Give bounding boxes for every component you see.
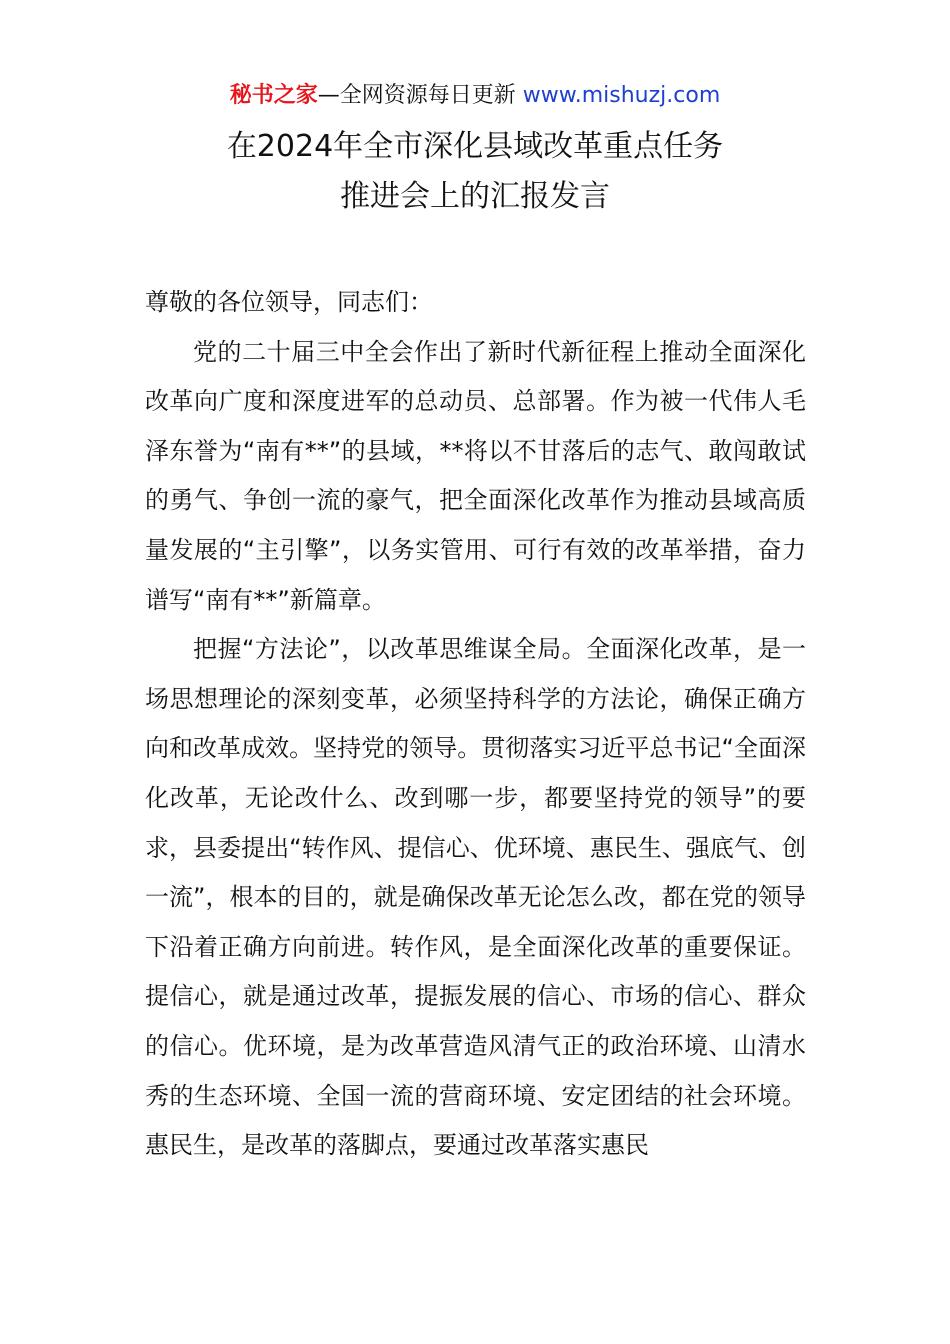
body-paragraph-2: 把握“方法论”，以改革思维谋全局。全面深化改革，是一场思想理论的深刻变革，必须坚持科学的方法论，确保正确方向和改革成效。坚持党的领导。贯彻落实习近平总书记“全面深化改革，无论改什么、改到哪一步，都要坚持党的领导”的要求，县委提出“转作风、提信心、优环境、惠民生、强底气、创一流”，根本的目的，就是确保改革无论怎么改，都在党的领导下沿着正确方向前进。转作风，是全面深化改革的重要保证。提信心，就是通过改革，提振发展的信心、市场的信心、群众的信心。优环境，是为改革营造风清气正的政治环境、山清水秀的生态环境、全国一流的营商环境、安定团结的社会环境。惠民生，是改革的落脚点，要通过改革落实惠民 xyxy=(145,635,806,1160)
body-paragraph-1: 党的二十届三中全会作出了新时代新征程上推动全面深化改革向广度和深度进军的总动员、总部署。作为被一代伟人毛泽东誉为“南有**”的县域，**将以不甘落后的志气、敢闯敢试的勇气、争创一流的豪气，把全面深化改革作为推动县域高质量发展的“主引擎”，以务实管用、可行有效的改革举措，奋力谱写“南有**”新篇章。 xyxy=(145,337,806,614)
site-brand: 秘书之家 xyxy=(229,83,318,108)
site-slogan: —全网资源每日更新 xyxy=(317,83,523,108)
site-header xyxy=(0,80,950,112)
document-title-line-2: 推进会上的汇报发言 xyxy=(340,179,610,214)
site-url-link[interactable]: www.mishuzj.com xyxy=(522,83,721,108)
salutation: 尊敬的各位领导，同志们： xyxy=(145,288,433,316)
document-title-line-1: 在2024年全市深化县域改革重点任务 xyxy=(226,129,724,164)
document-body xyxy=(145,278,806,1171)
